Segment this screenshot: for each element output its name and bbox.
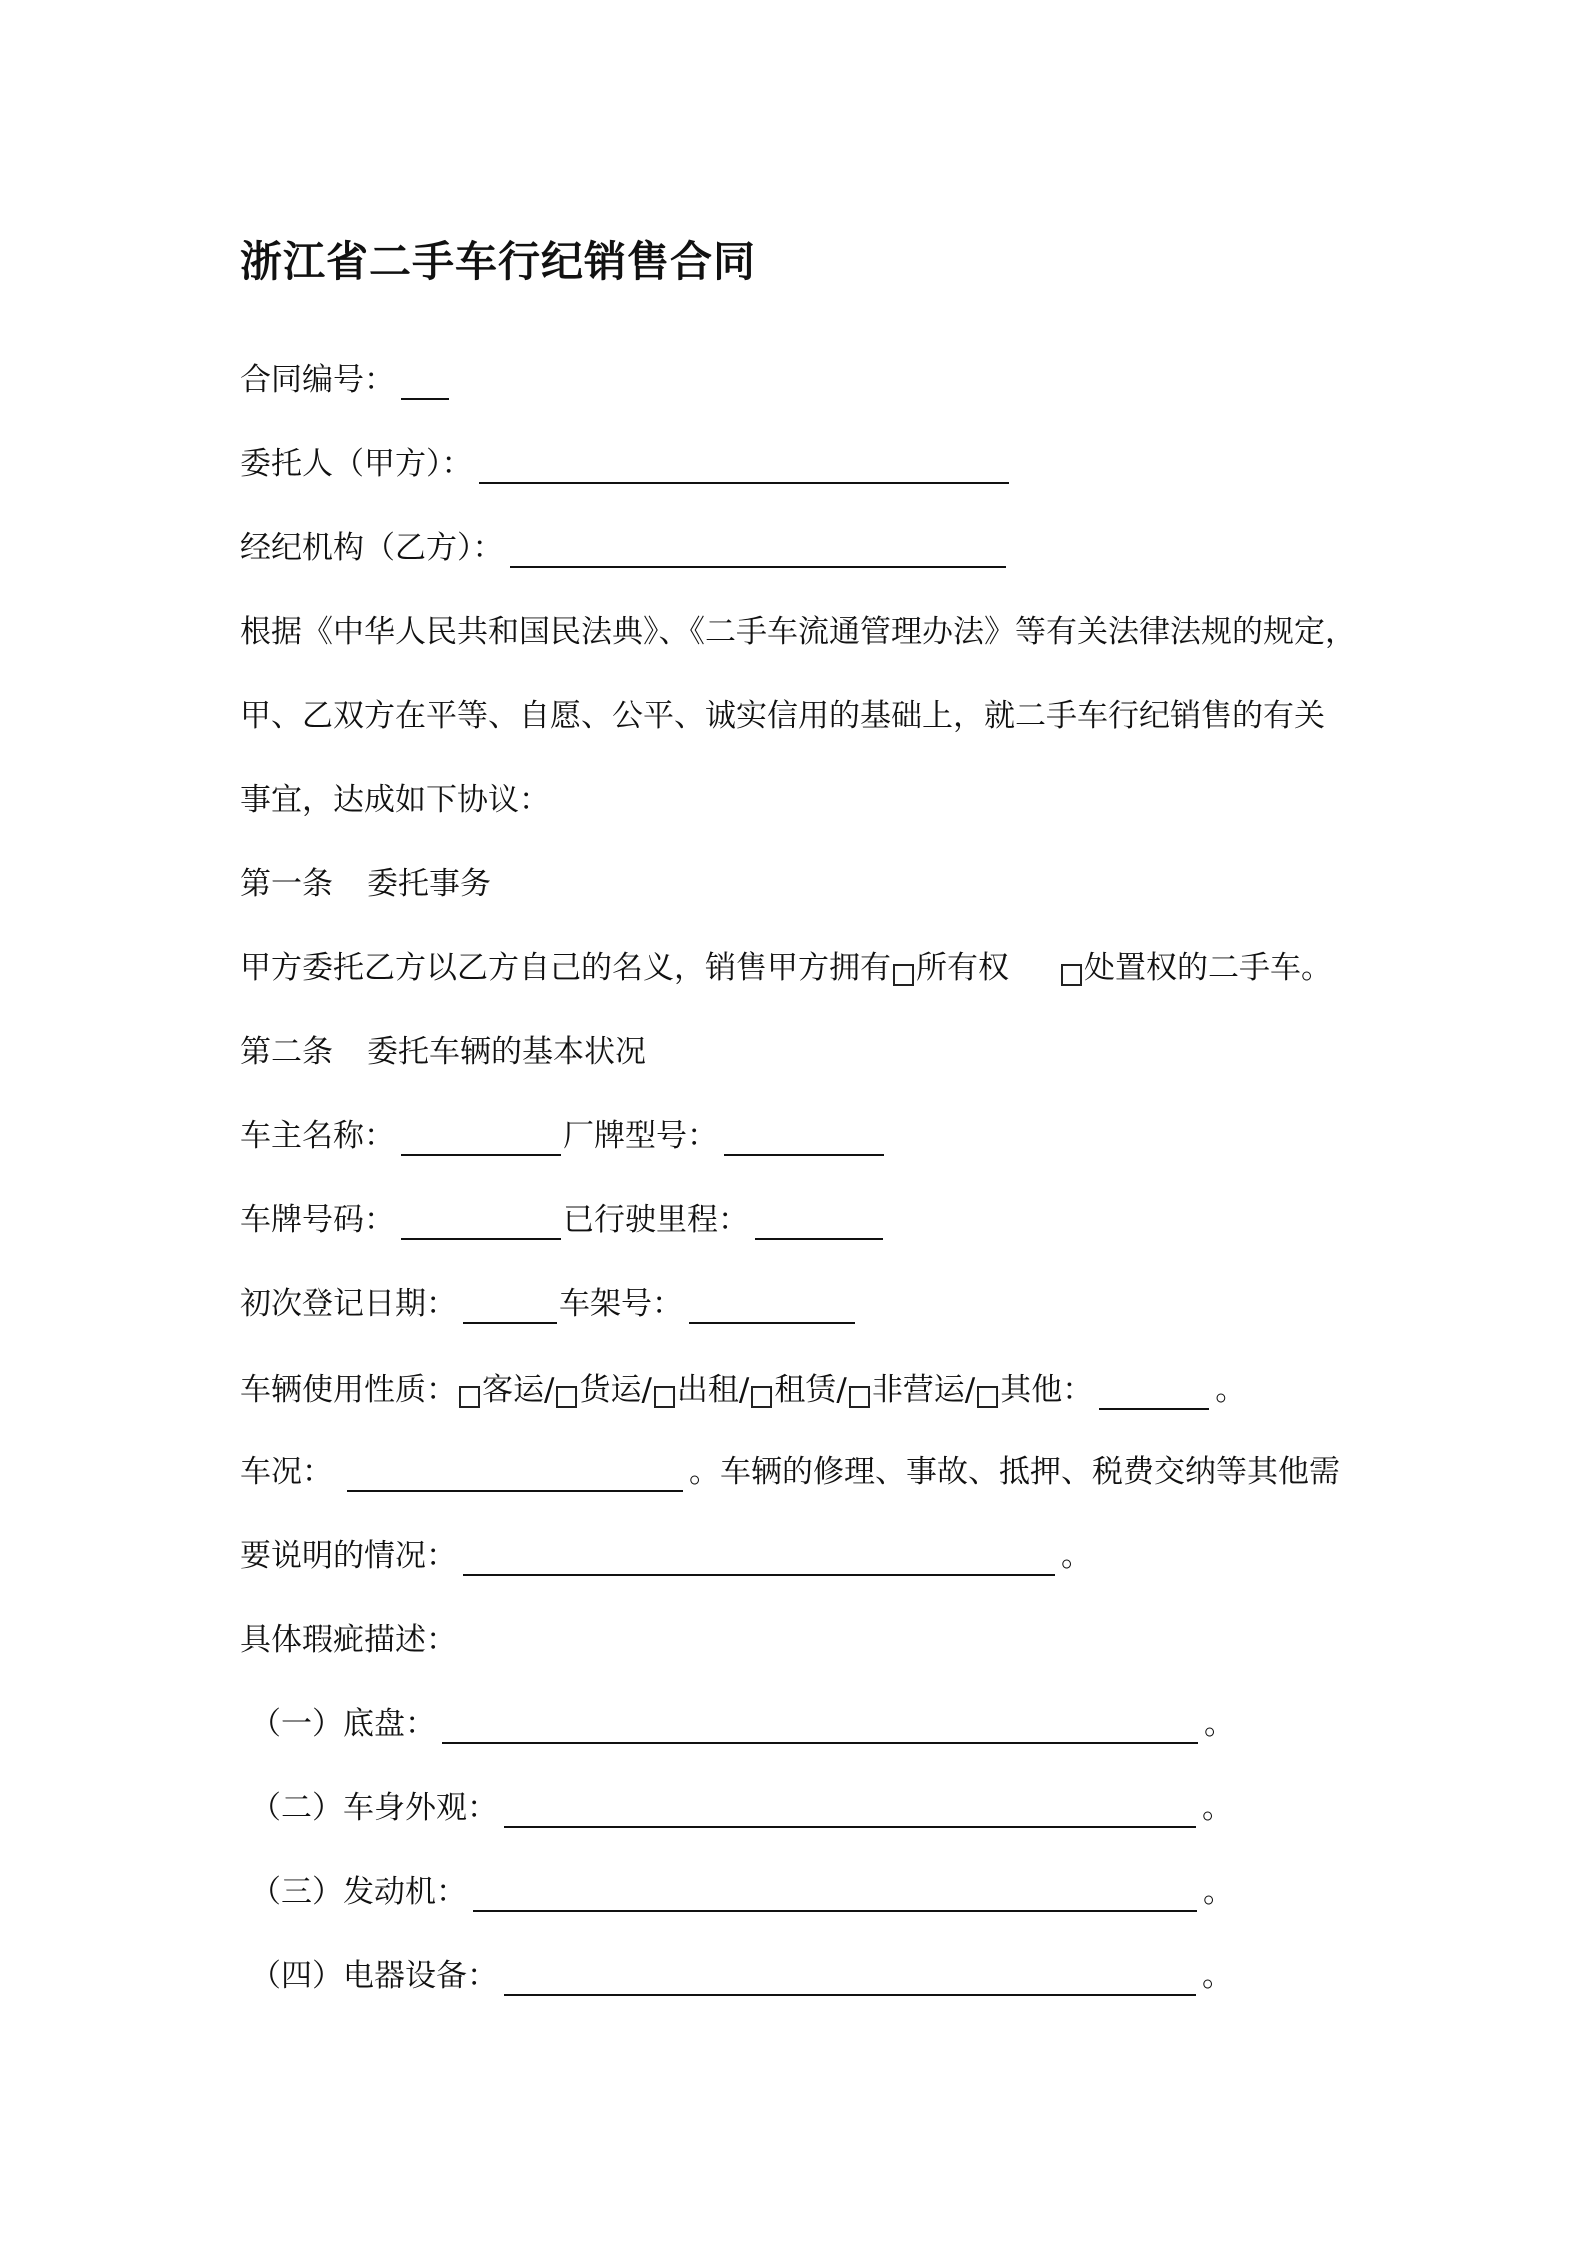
explain-field[interactable] <box>463 1536 1055 1576</box>
explain-period: 。 <box>1061 1538 1092 1574</box>
broker-field[interactable] <box>510 528 1006 568</box>
usage-freight-label: 货运/ <box>579 1372 652 1408</box>
preamble-line-3: 事宜，达成如下协议： <box>240 782 550 818</box>
usage-period: 。 <box>1215 1372 1247 1408</box>
usage-row <box>240 1366 1246 1414</box>
article-1-number: 第一条 <box>240 866 333 902</box>
article-2-number: 第二条 <box>240 1034 333 1070</box>
article-2-title: 委托车辆的基本状况 <box>367 1034 646 1070</box>
usage-taxi-label: 出租/ <box>676 1372 750 1408</box>
document-title: 浙江省二手车行纪销售合同 <box>240 237 757 286</box>
defect-body-label: （二）车身外观： <box>250 1790 498 1826</box>
article-1-text: 甲方委托乙方以乙方自己的名义，销售甲方拥有 <box>240 950 891 986</box>
plate-number-label: 车牌号码： <box>240 1202 395 1238</box>
defect-body-period: 。 <box>1202 1790 1233 1826</box>
usage-other-field[interactable] <box>1099 1370 1209 1410</box>
condition-rest-text: 。车辆的修理、事故、抵押、税费交纳等其他需 <box>689 1454 1340 1490</box>
usage-lease-checkbox[interactable] <box>751 1386 772 1408</box>
mileage-label: 已行驶里程： <box>563 1202 749 1238</box>
plate-mileage-row <box>240 1196 889 1244</box>
usage-other-label: 其他： <box>1000 1372 1094 1408</box>
contract-number-label: 合同编号： <box>240 362 395 398</box>
defect-engine-period: 。 <box>1203 1874 1234 1910</box>
defect-electrical-period: 。 <box>1202 1958 1233 1994</box>
usage-other-checkbox[interactable] <box>977 1386 998 1408</box>
usage-lease-label: 租赁/ <box>774 1372 847 1408</box>
broker-row <box>240 524 1012 572</box>
condition-field[interactable] <box>347 1452 683 1492</box>
defect-chassis-row <box>250 1700 1235 1748</box>
first-registration-label: 初次登记日期： <box>240 1286 457 1322</box>
usage-passenger-label: 客运/ <box>482 1372 555 1408</box>
defect-electrical-field[interactable] <box>504 1956 1196 1996</box>
preamble-line-2: 甲、乙双方在平等、自愿、公平、诚实信用的基础上，就二手车行纪销售的有关 <box>240 698 1325 734</box>
owner-brand-row <box>240 1112 890 1160</box>
defect-body-field[interactable] <box>504 1788 1196 1828</box>
owner-name-label: 车主名称： <box>240 1118 395 1154</box>
defect-electrical-label: （四）电器设备： <box>250 1958 498 1994</box>
vin-label: 车架号： <box>559 1286 683 1322</box>
brand-model-label: 厂牌型号： <box>563 1118 718 1154</box>
principal-label: 委托人（甲方）： <box>240 446 473 482</box>
principal-row <box>240 440 1015 488</box>
condition-row <box>240 1448 1340 1496</box>
ownership-checkbox[interactable] <box>893 964 914 986</box>
first-registration-field[interactable] <box>463 1284 557 1324</box>
contract-number-field[interactable] <box>401 360 449 400</box>
disposal-checkbox[interactable] <box>1061 964 1082 986</box>
explain-label: 要说明的情况： <box>240 1538 457 1574</box>
brand-model-field[interactable] <box>724 1116 884 1156</box>
usage-passenger-checkbox[interactable] <box>459 1386 480 1408</box>
preamble-line-1: 根据《中华人民共和国民法典》、《二手车流通管理办法》等有关法律法规的规定， <box>240 614 1356 650</box>
mileage-field[interactable] <box>755 1200 883 1240</box>
registration-vin-row <box>240 1280 861 1328</box>
usage-non-operating-label: 非营运/ <box>871 1372 976 1408</box>
defect-electrical-row <box>250 1952 1233 2000</box>
defect-chassis-label: （一）底盘： <box>250 1706 436 1742</box>
condition-label: 车况： <box>240 1454 333 1490</box>
defect-body-row <box>250 1784 1233 1832</box>
defect-engine-label: （三）发动机： <box>250 1874 467 1910</box>
article-1-heading <box>240 860 491 908</box>
contract-number-row <box>240 356 455 404</box>
disposal-option-label: 处置权的二手车。 <box>1084 950 1332 986</box>
article-1-sentence <box>240 944 1332 992</box>
ownership-option-label: 所有权 <box>916 950 1009 986</box>
defect-chassis-period: 。 <box>1204 1706 1235 1742</box>
usage-non-operating-checkbox[interactable] <box>849 1386 870 1408</box>
vin-field[interactable] <box>689 1284 855 1324</box>
article-2-heading <box>240 1028 646 1076</box>
defect-engine-row <box>250 1868 1234 1916</box>
usage-label: 车辆使用性质： <box>240 1372 457 1408</box>
plate-number-field[interactable] <box>401 1200 561 1240</box>
principal-field[interactable] <box>479 444 1009 484</box>
defect-engine-field[interactable] <box>473 1872 1197 1912</box>
usage-taxi-checkbox[interactable] <box>654 1386 675 1408</box>
explain-row <box>240 1532 1092 1580</box>
defects-heading: 具体瑕疵描述： <box>240 1622 457 1658</box>
usage-freight-checkbox[interactable] <box>556 1386 577 1408</box>
owner-name-field[interactable] <box>401 1116 561 1156</box>
broker-label: 经纪机构（乙方）： <box>240 530 504 566</box>
defect-chassis-field[interactable] <box>442 1704 1198 1744</box>
article-1-title: 委托事务 <box>367 866 491 902</box>
